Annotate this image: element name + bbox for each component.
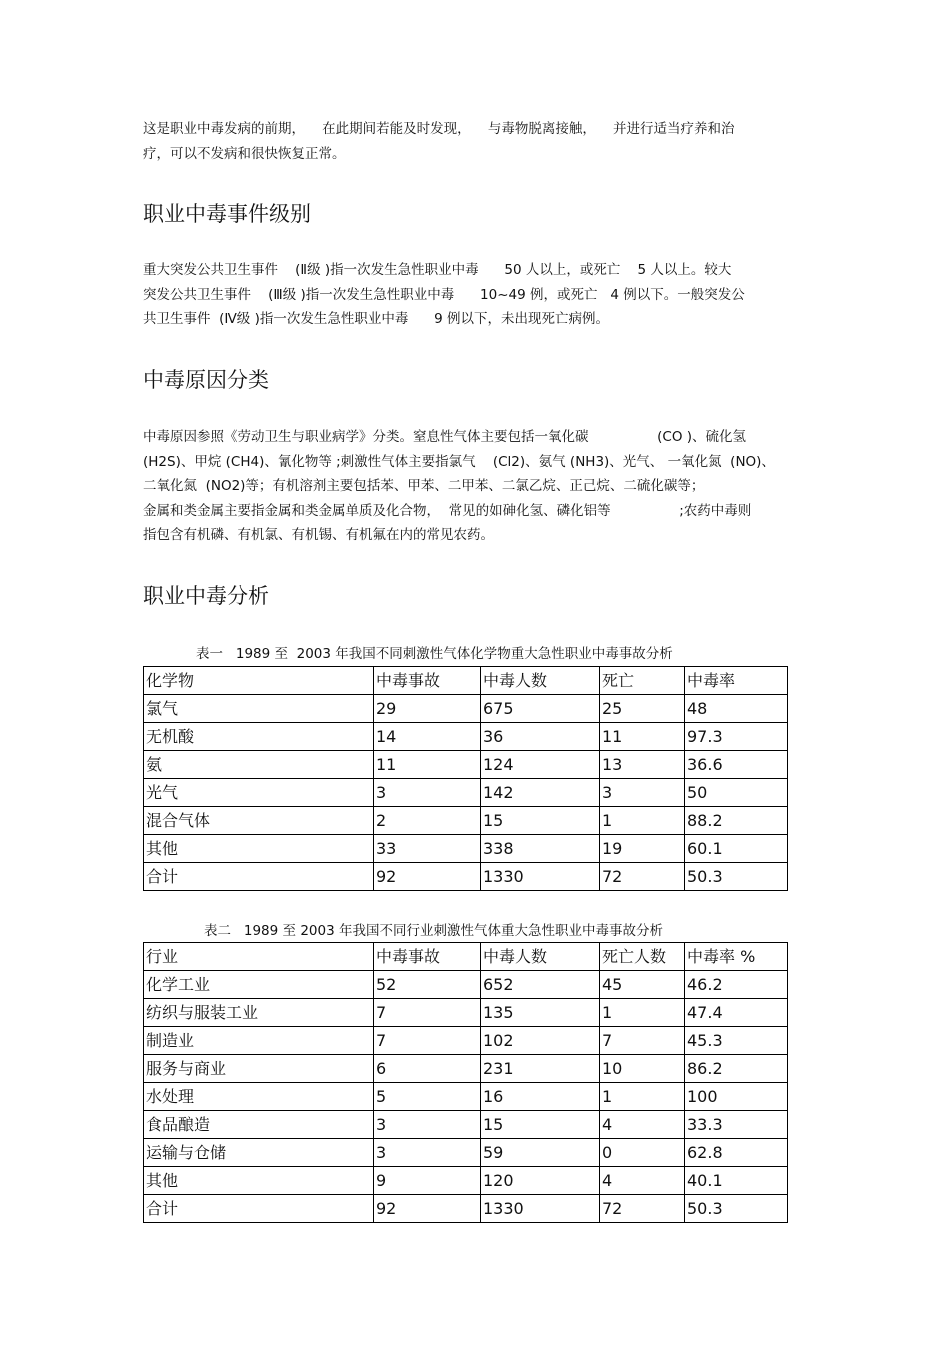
- table-row: [144, 1083, 788, 1111]
- table-cell: 合计: [144, 1195, 374, 1223]
- table-cell: 50.3: [685, 1195, 788, 1223]
- header-cell: 死亡: [600, 667, 685, 695]
- table-row: [144, 971, 788, 999]
- header-cell: 行业: [144, 943, 374, 971]
- header-cell: 中毒事故: [374, 667, 481, 695]
- table-cell: 10: [600, 1055, 685, 1083]
- paragraph-line: 中毒原因参照《劳动卫生与职业病学》分类。窒息性气体主要包括一氧化碳 (CO )、硫化氢: [143, 429, 747, 445]
- header-cell: 中毒事故: [374, 943, 481, 971]
- table-cell: 47.4: [685, 999, 788, 1027]
- table-cell: 45: [600, 971, 685, 999]
- table-cell: 92: [374, 863, 481, 891]
- table-cell: 60.1: [685, 835, 788, 863]
- table2-caption: 表二 1989 至 2003 年我国不同行业刺激性气体重大急性职业中毒事故分析: [204, 923, 663, 939]
- table-cell: 675: [481, 695, 600, 723]
- table-cell: 食品酿造: [144, 1111, 374, 1139]
- table-cell: 92: [374, 1195, 481, 1223]
- table-cell: 5: [374, 1083, 481, 1111]
- table-cell: 45.3: [685, 1027, 788, 1055]
- table-cell: 19: [600, 835, 685, 863]
- paragraph-line: 指包含有机磷、有机氯、有机锡、有机氟在内的常见农药。: [143, 527, 494, 543]
- table-row: [144, 1111, 788, 1139]
- table-cell: 0: [600, 1139, 685, 1167]
- table-row: [144, 751, 788, 779]
- table-cell: 1330: [481, 863, 600, 891]
- table-row: [144, 1055, 788, 1083]
- table-cell: 4: [600, 1167, 685, 1195]
- table-cell: 142: [481, 779, 600, 807]
- table-row: [144, 835, 788, 863]
- intro-paragraph: [143, 117, 813, 166]
- paragraph-line: 突发公共卫生事件 (Ⅲ级 )指一次发生急性职业中毒 10~49 例，或死亡 4 例以下。一般突发公: [143, 286, 745, 303]
- table-cell: 无机酸: [144, 723, 374, 751]
- table-cell: 纺织与服装工业: [144, 999, 374, 1027]
- table-row: [144, 1139, 788, 1167]
- table-cell: 化学工业: [144, 971, 374, 999]
- header-cell: 化学物: [144, 667, 374, 695]
- table-cell: 1330: [481, 1195, 600, 1223]
- paragraph-line: 这是职业中毒发病的前期， 在此期间若能及时发现， 与毒物脱离接触， 并进行适当疗养和治: [143, 121, 735, 137]
- table-cell: 36.6: [685, 751, 788, 779]
- table1-caption: 表一 1989 至 2003 年我国不同刺激性气体化学物重大急性职业中毒事故分析: [196, 646, 673, 662]
- table-cell: 9: [374, 1167, 481, 1195]
- table-cell: 59: [481, 1139, 600, 1167]
- header-cell: 中毒人数: [481, 667, 600, 695]
- table-cell: 7: [374, 1027, 481, 1055]
- table-cell: 102: [481, 1027, 600, 1055]
- paragraph-line: (H2S)、甲烷 (CH4)、氰化物等 ;刺激性气体主要指氯气 (Cl2)、氨气 (NH3)、光气、 一氧化氮 (NO)、: [143, 453, 775, 470]
- table-cell: 运输与仓储: [144, 1139, 374, 1167]
- header-cell: 中毒率 %: [685, 943, 788, 971]
- paragraph-line: 疗，可以不发病和很快恢复正常。: [143, 145, 346, 162]
- table-cell: 72: [600, 1195, 685, 1223]
- table-cell: 2: [374, 807, 481, 835]
- table-cell: 氨: [144, 751, 374, 779]
- table-cell: 7: [374, 999, 481, 1027]
- table-cell: 6: [374, 1055, 481, 1083]
- industry-accident-table: [143, 942, 788, 1223]
- header-cell: 中毒率: [685, 667, 788, 695]
- table-row: [144, 1027, 788, 1055]
- table-cell: 231: [481, 1055, 600, 1083]
- table-total-row: [144, 1195, 788, 1223]
- table-cell: 50: [685, 779, 788, 807]
- table-cell: 15: [481, 807, 600, 835]
- table-row: [144, 807, 788, 835]
- table-cell: 16: [481, 1083, 600, 1111]
- table-cell: 4: [600, 1111, 685, 1139]
- table-cell: 制造业: [144, 1027, 374, 1055]
- table-cell: 3: [374, 1139, 481, 1167]
- table-cell: 52: [374, 971, 481, 999]
- table-cell: 7: [600, 1027, 685, 1055]
- table-cell: 服务与商业: [144, 1055, 374, 1083]
- table-cell: 48: [685, 695, 788, 723]
- table-cell: 29: [374, 695, 481, 723]
- section-heading-cause-classification: 中毒原因分类: [143, 368, 269, 392]
- table-cell: 135: [481, 999, 600, 1027]
- table-cell: 46.2: [685, 971, 788, 999]
- table-cell: 72: [600, 863, 685, 891]
- table-row: [144, 1167, 788, 1195]
- table-cell: 11: [600, 723, 685, 751]
- table-cell: 652: [481, 971, 600, 999]
- table-cell: 11: [374, 751, 481, 779]
- table-cell: 88.2: [685, 807, 788, 835]
- cause-classification-paragraph: [143, 425, 813, 548]
- table-cell: 1: [600, 1083, 685, 1111]
- section-heading-analysis: 职业中毒分析: [143, 584, 269, 608]
- paragraph-line: 二氧化氮 (NO2)等；有机溶剂主要包括苯、甲苯、二甲苯、二氯乙烷、正己烷、二硫化碳等；: [143, 478, 705, 494]
- table-row: [144, 779, 788, 807]
- table-cell: 124: [481, 751, 600, 779]
- table-row: [144, 999, 788, 1027]
- table-cell: 水处理: [144, 1083, 374, 1111]
- paragraph-line: 重大突发公共卫生事件 (Ⅱ级 )指一次发生急性职业中毒 50 人以上，或死亡 5 人以上。较大: [143, 262, 732, 278]
- table-cell: 50.3: [685, 863, 788, 891]
- table-row: [144, 723, 788, 751]
- table-header-row: [144, 667, 788, 695]
- table-cell: 3: [600, 779, 685, 807]
- table-cell: 36: [481, 723, 600, 751]
- paragraph-line: 金属和类金属主要指金属和类金属单质及化合物， 常见的如砷化氢、磷化铝等 ;农药中毒则: [143, 502, 752, 519]
- chemical-accident-table: [143, 666, 788, 891]
- table-cell: 33.3: [685, 1111, 788, 1139]
- event-levels-paragraph: [143, 258, 813, 332]
- table-cell: 3: [374, 1111, 481, 1139]
- table-cell: 25: [600, 695, 685, 723]
- paragraph-line: 共卫生事件 (Ⅳ级 )指一次发生急性职业中毒 9 例以下，未出现死亡病例。: [143, 311, 609, 327]
- table-cell: 62.8: [685, 1139, 788, 1167]
- table-cell: 33: [374, 835, 481, 863]
- table-cell: 120: [481, 1167, 600, 1195]
- table-cell: 40.1: [685, 1167, 788, 1195]
- table-cell: 光气: [144, 779, 374, 807]
- table-cell: 氯气: [144, 695, 374, 723]
- table-header-row: [144, 943, 788, 971]
- table-row: [144, 695, 788, 723]
- header-cell: 死亡人数: [600, 943, 685, 971]
- table-cell: 1: [600, 999, 685, 1027]
- table-cell: 14: [374, 723, 481, 751]
- table-cell: 其他: [144, 835, 374, 863]
- table-cell: 合计: [144, 863, 374, 891]
- table-cell: 338: [481, 835, 600, 863]
- table-total-row: [144, 863, 788, 891]
- header-cell: 中毒人数: [481, 943, 600, 971]
- table-cell: 86.2: [685, 1055, 788, 1083]
- table-cell: 13: [600, 751, 685, 779]
- table-cell: 3: [374, 779, 481, 807]
- table-cell: 15: [481, 1111, 600, 1139]
- table-cell: 1: [600, 807, 685, 835]
- table-cell: 97.3: [685, 723, 788, 751]
- section-heading-event-levels: 职业中毒事件级别: [143, 202, 311, 226]
- table-cell: 100: [685, 1083, 788, 1111]
- table-cell: 混合气体: [144, 807, 374, 835]
- table-cell: 其他: [144, 1167, 374, 1195]
